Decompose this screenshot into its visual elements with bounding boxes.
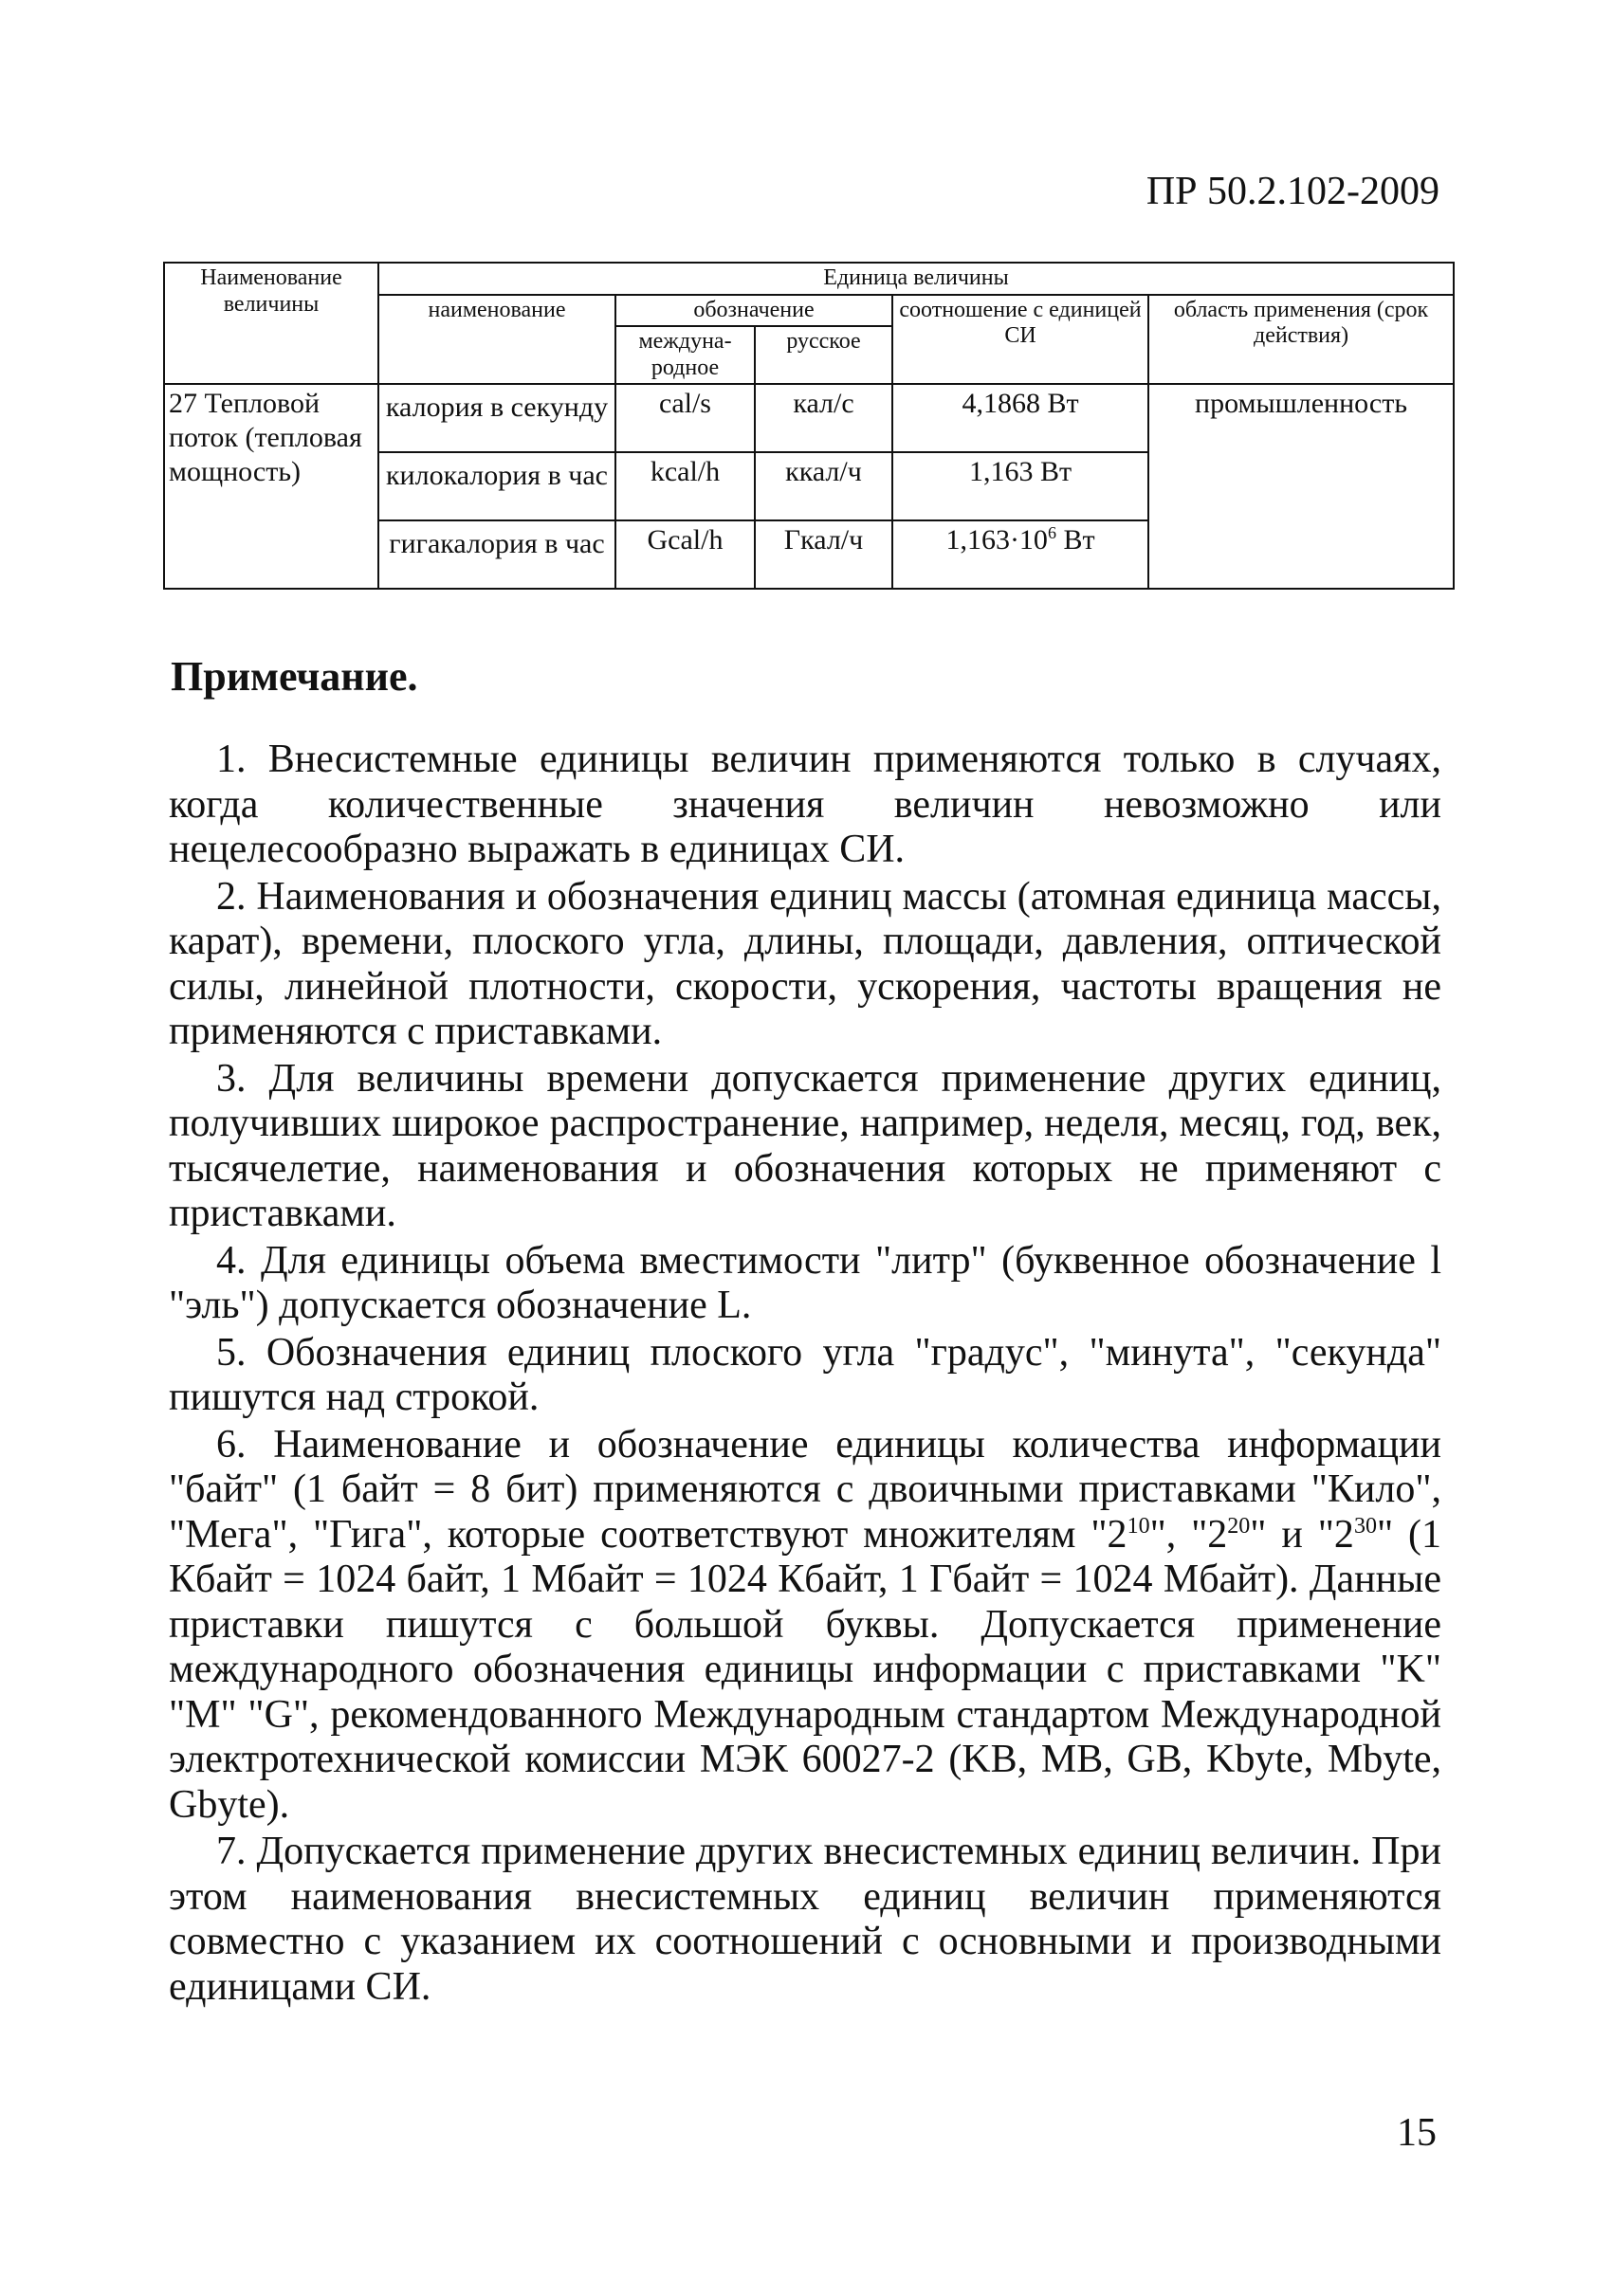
rus-symbol-cell: Гкал/ч [755,520,892,589]
note-6-sep-b: " и "2 [1250,1512,1354,1557]
note-title: Примечание. [171,653,418,700]
header-international: междуна-родное [615,326,755,384]
quantity-name-cell: 27 Тепловой поток (тепловая мощность) [164,384,378,589]
ratio-unit: Вт [1055,524,1095,556]
document-code: ПР 50.2.102-2009 [1146,170,1439,213]
header-quantity-name: Наименование величины [164,263,378,384]
units-table [163,262,1455,590]
intl-symbol-cell: cal/s [615,384,755,452]
note-item-2: 2. Наименования и обозначения единиц массы (атомная единица массы, карат), времени, плоского угла, длины, площади, давления, оптической силы, линейной плотности, скорости, ускорения, частоты вращения не применяются с приставками. [169,874,1441,1053]
intl-symbol-cell: kcal/h [615,452,755,520]
note-item-1: 1. Внесистемные единицы величин применяются только в случаях, когда количественные значения величин невозможно или нецелесообразно выражать в единицах СИ. [169,738,1441,871]
header-unit-group: Единица величины [378,263,1454,295]
header-ratio: соотношение с единицей СИ [892,295,1148,385]
note-item-5: 5. Обозначения единиц плоского угла "градус", "минута", "секунда" пишутся над строкой. [169,1330,1441,1419]
ratio-cell: 4,1868 Вт [892,384,1148,452]
header-designation-group: обозначение [615,295,892,327]
note-item-3: 3. Для величины времени допускается применение других единиц, получивших широкое распространение, например, неделя, месяц, год, век, тысячелетие, наименования и обозначения которых не применяют с приставками. [169,1056,1441,1235]
ratio-base: 1,163·10 [945,524,1048,556]
note-6-text-b: " (1 Кбайт = 1024 байт, 1 Мбайт = 1024 Кбайт, 1 Гбайт = 1024 Мбайт). Данные приставки пишутся с большой буквы. Допускается применение международного обозначения единицы информации с приставками "K" "M" "G", рекомендованного Международным стандартом Международной электротехнической комиссии МЭК 60027-2 (KB, MB, GB, Kbyte, Mbyte, Gbyte). [169,1512,1442,1827]
scope-cell: промышленность [1148,384,1454,589]
notes-list [169,738,1441,2012]
unit-name-cell: калория в секунду [378,384,615,452]
ratio-cell [892,520,1148,589]
note-6-text-a: 6. Наименование и обозначение единицы количества информации "байт" (1 байт = 8 бит) применяются с двоичными приставками "Кило", "Мега", "Гига", которые соответствуют множителям "2 [169,1422,1441,1557]
intl-symbol-cell: Gcal/h [615,520,755,589]
note-item-6 [169,1423,1441,1829]
ratio-exponent: 6 [1047,523,1056,543]
note-6-exp-10: 10 [1127,1513,1150,1539]
rus-symbol-cell: ккал/ч [755,452,892,520]
header-scope: область применения (срок действия) [1148,295,1454,385]
note-6-exp-30: 30 [1353,1513,1377,1539]
page-number: 15 [1397,2111,1437,2155]
note-6-exp-20: 20 [1227,1513,1251,1539]
ratio-cell: 1,163 Вт [892,452,1148,520]
table-header-row-1 [164,263,1454,295]
header-unit-name: наименование [378,295,615,385]
table-row [164,384,1454,452]
header-russian: русское [755,326,892,384]
unit-name-cell: гигакалория в час [378,520,615,589]
note-item-4: 4. Для единицы объема вместимости "литр" (буквенное обозначение l "эль") допускается обозначение L. [169,1238,1441,1327]
note-6-sep-a: ", "2 [1149,1512,1228,1557]
note-item-7: 7. Допускается применение других внесистемных единиц величин. При этом наименования внесистемных единиц величин применяются совместно с указанием их соотношений с основными и производными единицами СИ. [169,1830,1441,2009]
unit-name-cell: килокалория в час [378,452,615,520]
rus-symbol-cell: кал/с [755,384,892,452]
